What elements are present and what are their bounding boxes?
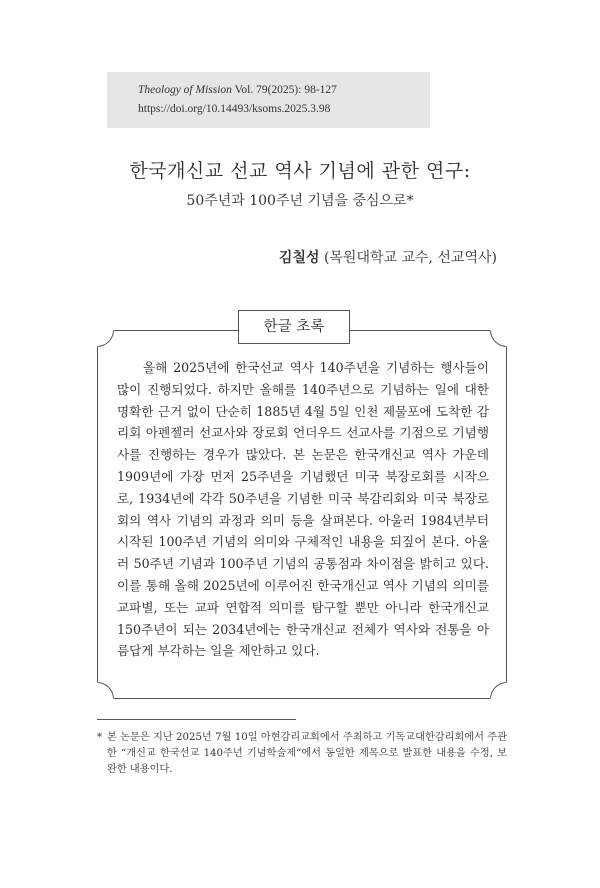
footnote-mark: * bbox=[97, 732, 103, 743]
volume-pages: Vol. 79(2025): 98-127 bbox=[231, 84, 337, 96]
footnote-divider bbox=[97, 719, 296, 720]
journal-citation-line bbox=[138, 81, 430, 100]
journal-name: Theology of Mission bbox=[138, 84, 232, 96]
frame-corner bbox=[490, 682, 507, 699]
abstract-text: 올해 2025년에 한국선교 역사 140주년을 기념하는 행사들이 많이 진행되었다. 하지만 올해를 140주년으로 기념하는 일에 대한 명확한 근거 없이 단순히 1885년 4월 5일 인천 제물포에 도착한 감리회 아펜젤러 선교사와 장로회 언더우드 선교사를 기점으로 기념행사를 진행하는 경우가 많았다. 본 논문은 한국개신교 역사 가운데 1909년에 가장 먼저 25주년을 기념했던 미국 북장로회를 시작으로, 1934년에 각각 50주년을 기념한 미국 북감리회와 미국 북장로회의 역사 기념의 과정과 의미 등을 살펴본다. 아울러 1984년부터 시작된 100주년 기념의 의미와 구체적인 내용을 되짚어 본다. 아울러 50주년 기념과 100주년 기념의 공통점과 차이점을 밝히고 있다. 이를 통해 올해 2025년에 이루어진 한국개신교 역사 기념의 의미를 교파별, 또는 교파 연합적 의미를 탐구할 뿐만 아니라 한국개신교 150주년이 되는 2034년에는 한국개신교 전체가 역사와 전통을 아름답게 부각하는 일을 제안하고 있다. bbox=[117, 360, 489, 659]
paper-subtitle: 50주년과 100주년 기념을 중심으로* bbox=[186, 193, 414, 209]
frame-corner bbox=[97, 682, 114, 699]
author-affiliation: (목원대학교 교수, 선교역사) bbox=[319, 250, 497, 266]
frame-corner bbox=[490, 330, 507, 347]
journal-header bbox=[107, 72, 430, 128]
paper-title: 한국개신교 선교 역사 기념에 관한 연구: bbox=[129, 160, 471, 182]
abstract-label: 한글 초록 bbox=[238, 310, 350, 344]
footnote-text: 본 논문은 지난 2025년 7월 10일 아현감리교회에서 주최하고 기독교대한감리회에서 주관한 “개신교 한국선교 140주년 기념학술제”에서 동일한 제목으로 발표한 내용을 수정, 보완한 내용이다. bbox=[107, 732, 507, 775]
doi-link[interactable]: https://doi.org/10.14493/ksoms.2025.3.98 bbox=[138, 103, 331, 115]
author-line bbox=[279, 247, 497, 267]
author-name: 김칠성 bbox=[278, 250, 320, 266]
frame-corner bbox=[97, 330, 114, 347]
footnote bbox=[97, 730, 507, 778]
